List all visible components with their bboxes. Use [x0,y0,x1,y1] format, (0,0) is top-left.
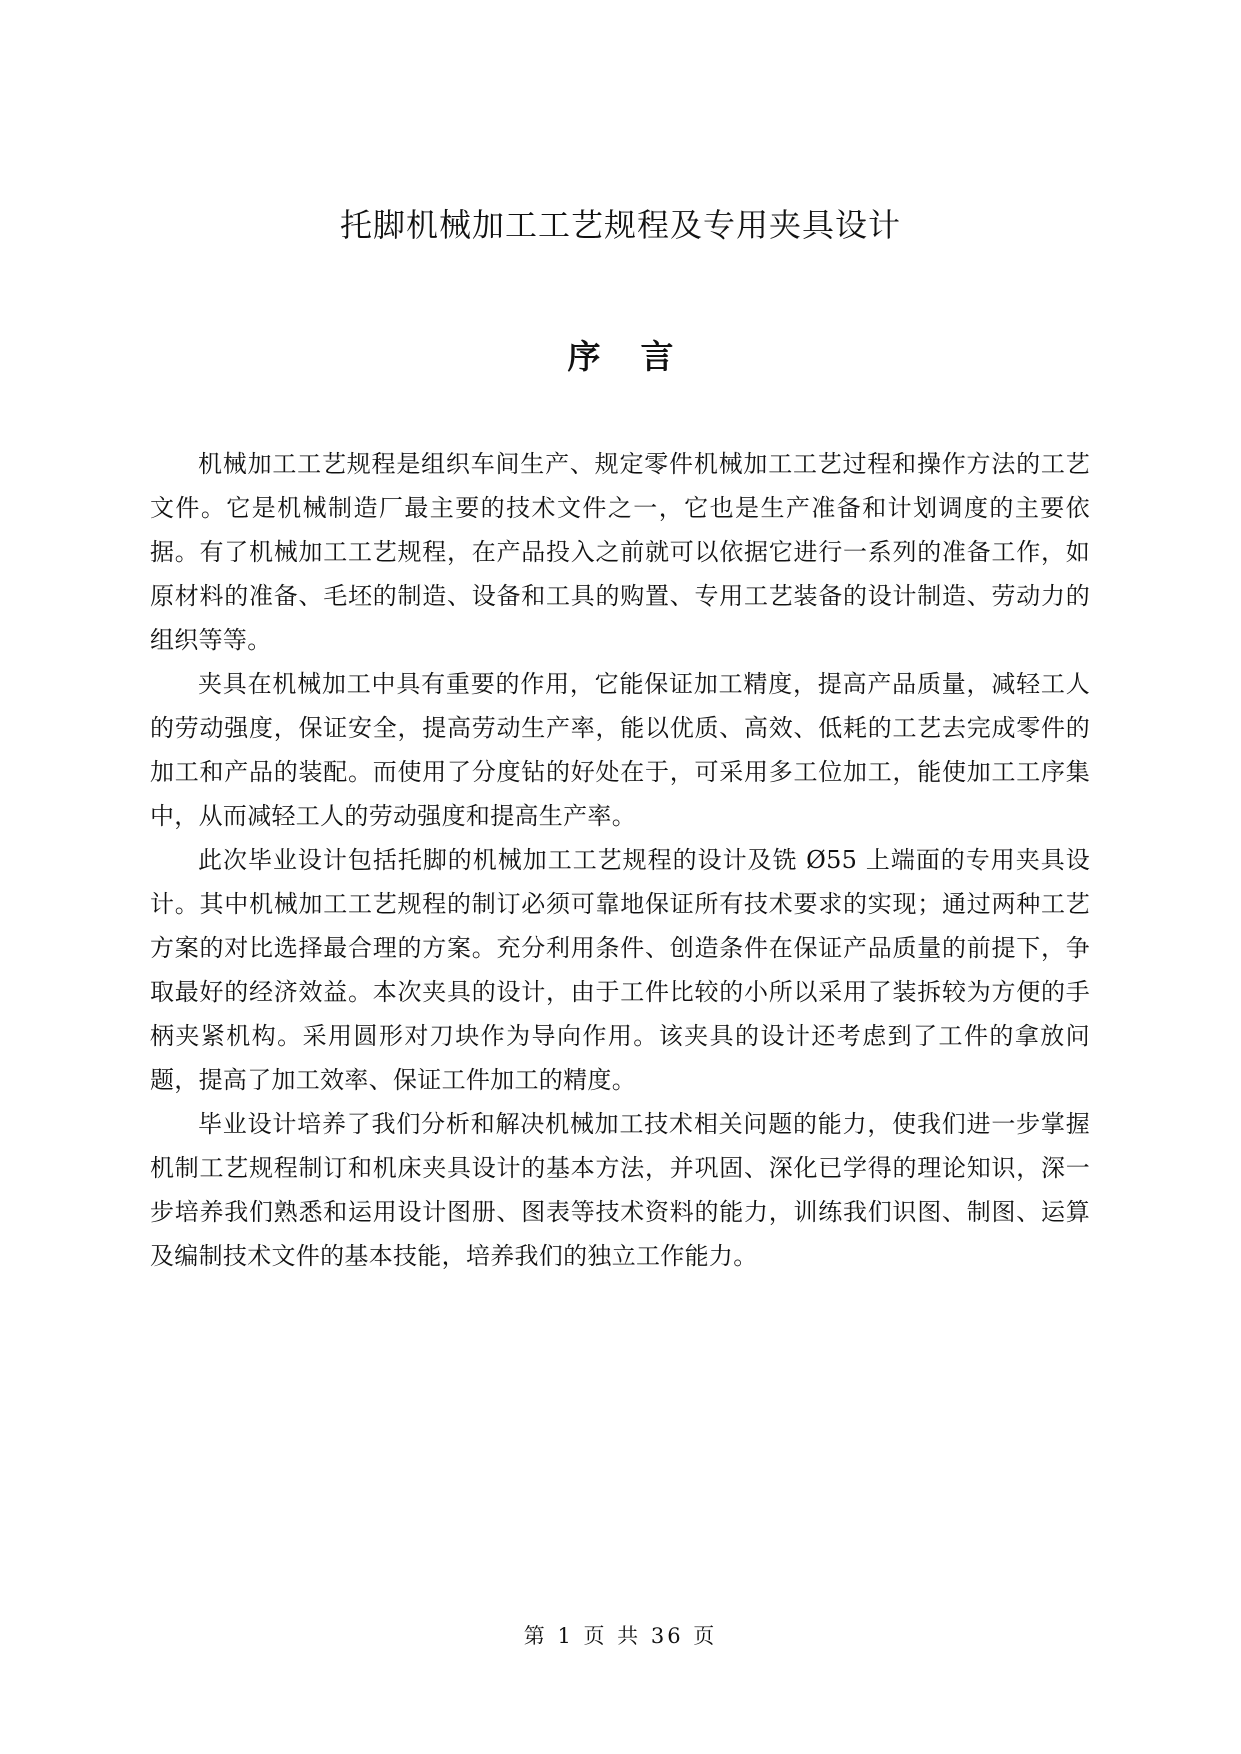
document-title: 托脚机械加工工艺规程及专用夹具设计 [339,206,901,244]
paragraph-3: 此次毕业设计包括托脚的机械加工工艺规程的设计及铣 Ø55 上端面的专用夹具设计。其中机械加工工艺规程的制订必须可靠地保证所有技术要求的实现；通过两种工艺方案的对比选择最合理的方案。充分利用条件、创造条件在保证产品质量的前提下，争取最好的经济效益。本次夹具的设计，由于工件比较的小所以采用了装拆较为方便的手柄夹紧机构。采用圆形对刀块作为导向作用。该夹具的设计还考虑到了工件的拿放问题，提高了加工效率、保证工件加工的精度。 [150,846,1090,1094]
page-number-footer: 第 1 页 共 36 页 [523,1624,718,1648]
section-heading-char-1: 序 [567,337,601,376]
preface-body [150,442,1090,1278]
paragraph-4: 毕业设计培养了我们分析和解决机械加工技术相关问题的能力，使我们进一步掌握机制工艺规程制订和机床夹具设计的基本方法，并巩固、深化已学得的理论知识，深一步培养我们熟悉和运用设计图册、图表等技术资料的能力，训练我们识图、制图、运算及编制技术文件的基本技能，培养我们的独立工作能力。 [150,1110,1090,1270]
paragraph-1: 机械加工工艺规程是组织车间生产、规定零件机械加工工艺过程和操作方法的工艺文件。它是机械制造厂最主要的技术文件之一，它也是生产准备和计划调度的主要依据。有了机械加工工艺规程，在产品投入之前就可以依据它进行一系列的准备工作，如原材料的准备、毛坯的制造、设备和工具的购置、专用工艺装备的设计制造、劳动力的组织等等。 [150,450,1090,654]
section-heading-preface [0,337,1241,377]
section-heading-char-2: 言 [640,337,674,376]
paragraph-2: 夹具在机械加工中具有重要的作用，它能保证加工精度，提高产品质量，减轻工人的劳动强度，保证安全，提高劳动生产率，能以优质、高效、低耗的工艺去完成零件的加工和产品的装配。而使用了分度钻的好处在于，可采用多工位加工，能使加工工序集中，从而减轻工人的劳动强度和提高生产率。 [150,670,1090,830]
